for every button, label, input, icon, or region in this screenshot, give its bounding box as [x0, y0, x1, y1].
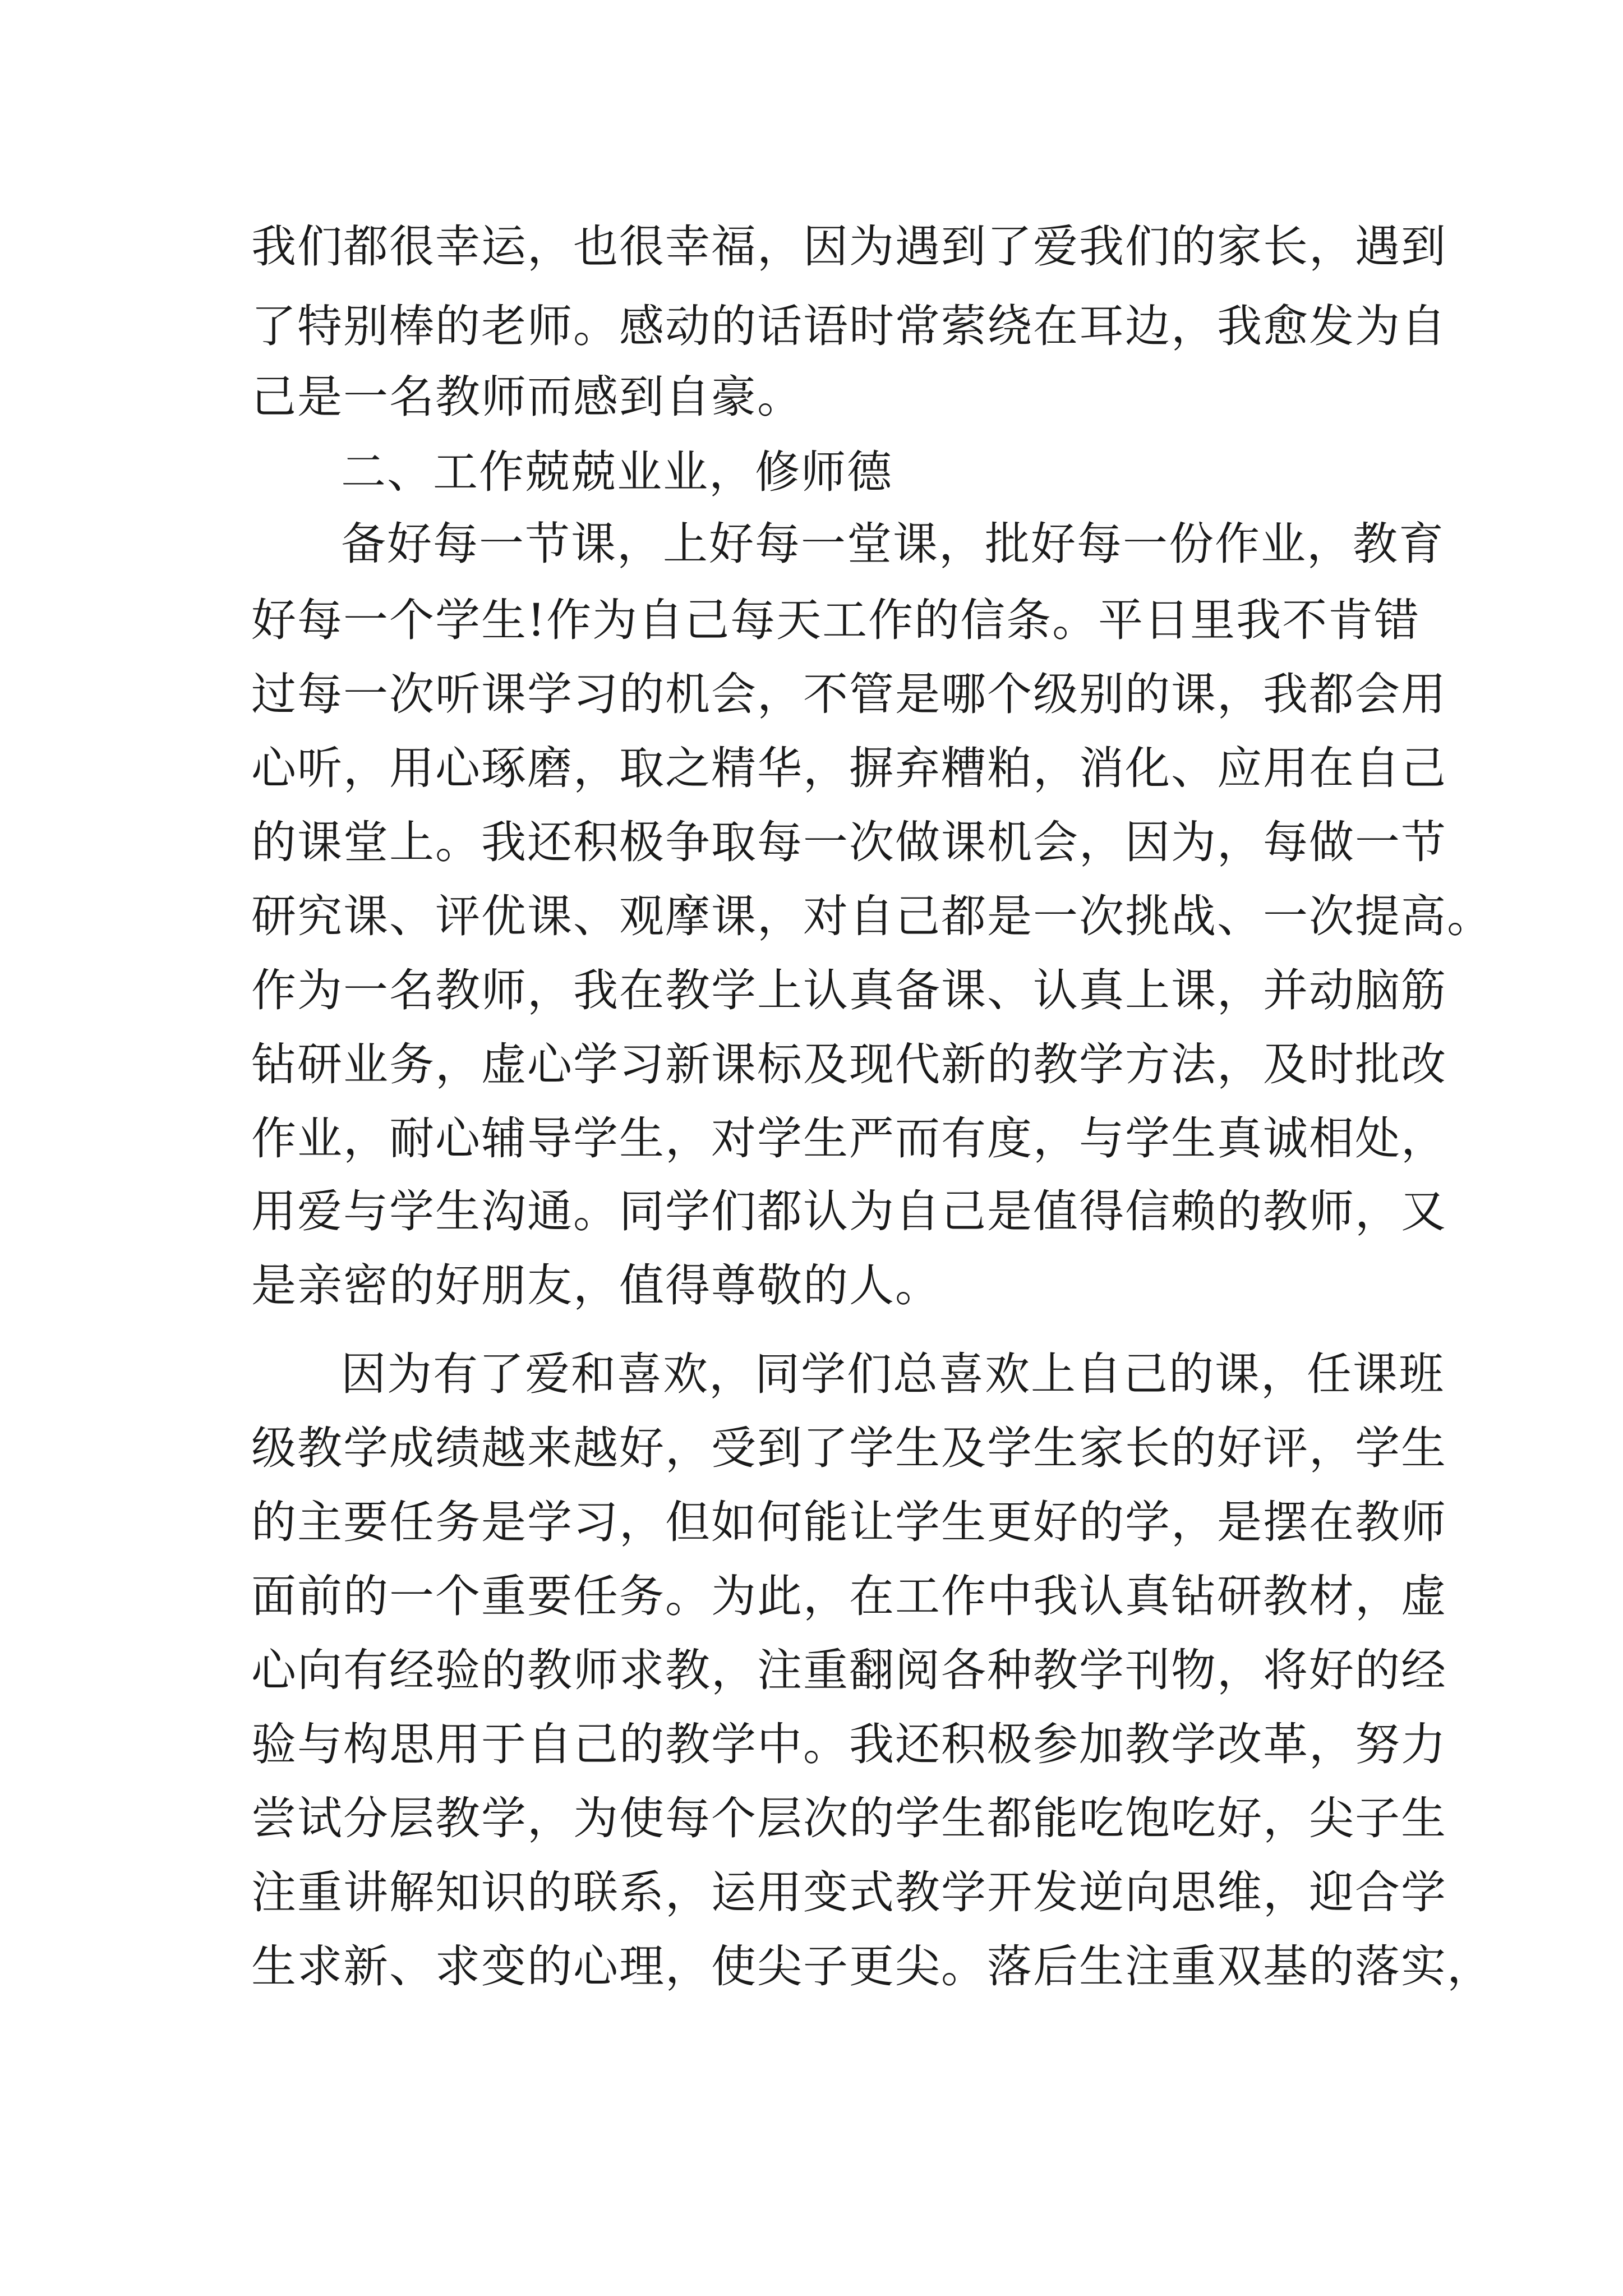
paragraph-line: 注重讲解知识的联系，运用变式教学开发逆向思维，迎合学 [251, 1866, 1447, 1918]
paragraph-line: 级教学成绩越来越好，受到了学生及学生家长的好评，学生 [251, 1422, 1447, 1474]
paragraph-line: 心向有经验的教师求教，注重翻阅各种教学刊物，将好的经 [251, 1644, 1447, 1696]
paragraph-line: 尝试分层教学，为使每个层次的学生都能吃饱吃好，尖子生 [251, 1792, 1447, 1844]
paragraph-line: 备好每一节课，上好每一堂课，批好每一份作业，教育 [341, 518, 1445, 570]
paragraph-line: 是亲密的好朋友，值得尊敬的人。 [251, 1259, 941, 1312]
paragraph-line: 的主要任务是学习，但如何能让学生更好的学，是摆在教师 [251, 1496, 1447, 1548]
paragraph-line: 己是一名教师而感到自豪。 [251, 371, 803, 423]
paragraph-line: 过每一次听课学习的机会，不管是哪个级别的课，我都会用 [251, 668, 1447, 720]
paragraph-line: 作业，耐心辅导学生，对学生严而有度，与学生真诚相处， [251, 1112, 1447, 1165]
paragraph-line: 因为有了爱和喜欢，同学们总喜欢上自己的课，任课班 [341, 1348, 1445, 1400]
paragraph-line: 研究课、评优课、观摩课，对自己都是一次挑战、一次提高。 [251, 890, 1493, 942]
paragraph-line: 了特别棒的老师。感动的话语时常萦绕在耳边，我愈发为自 [251, 300, 1447, 352]
paragraph-line: 面前的一个重要任务。为此，在工作中我认真钻研教材，虚 [251, 1570, 1447, 1622]
paragraph-line: 钻研业务，虚心学习新课标及现代新的教学方法，及时批改 [251, 1038, 1447, 1091]
paragraph-line: 生求新、求变的心理，使尖子更尖。落后生注重双基的落实， [251, 1940, 1493, 1993]
paragraph-line: 好每一个学生!作为自己每天工作的信条。平日里我不肯错 [251, 594, 1421, 646]
paragraph-line: 验与构思用于自己的教学中。我还积极参加教学改革，努力 [251, 1718, 1447, 1770]
paragraph-line: 作为一名教师，我在教学上认真备课、认真上课，并动脑筋 [251, 964, 1447, 1016]
paragraph-line: 心听，用心琢磨，取之精华，摒弃糟粕，消化、应用在自己 [251, 742, 1447, 794]
paragraph-line: 用爱与学生沟通。同学们都认为自己是值得信赖的教师，又 [251, 1185, 1447, 1237]
section-heading: 二、工作兢兢业业，修师德 [341, 446, 893, 498]
paragraph-line: 我们都很幸运，也很幸福，因为遇到了爱我们的家长，遇到 [251, 220, 1447, 273]
paragraph-line: 的课堂上。我还积极争取每一次做课机会，因为，每做一节 [251, 816, 1447, 868]
